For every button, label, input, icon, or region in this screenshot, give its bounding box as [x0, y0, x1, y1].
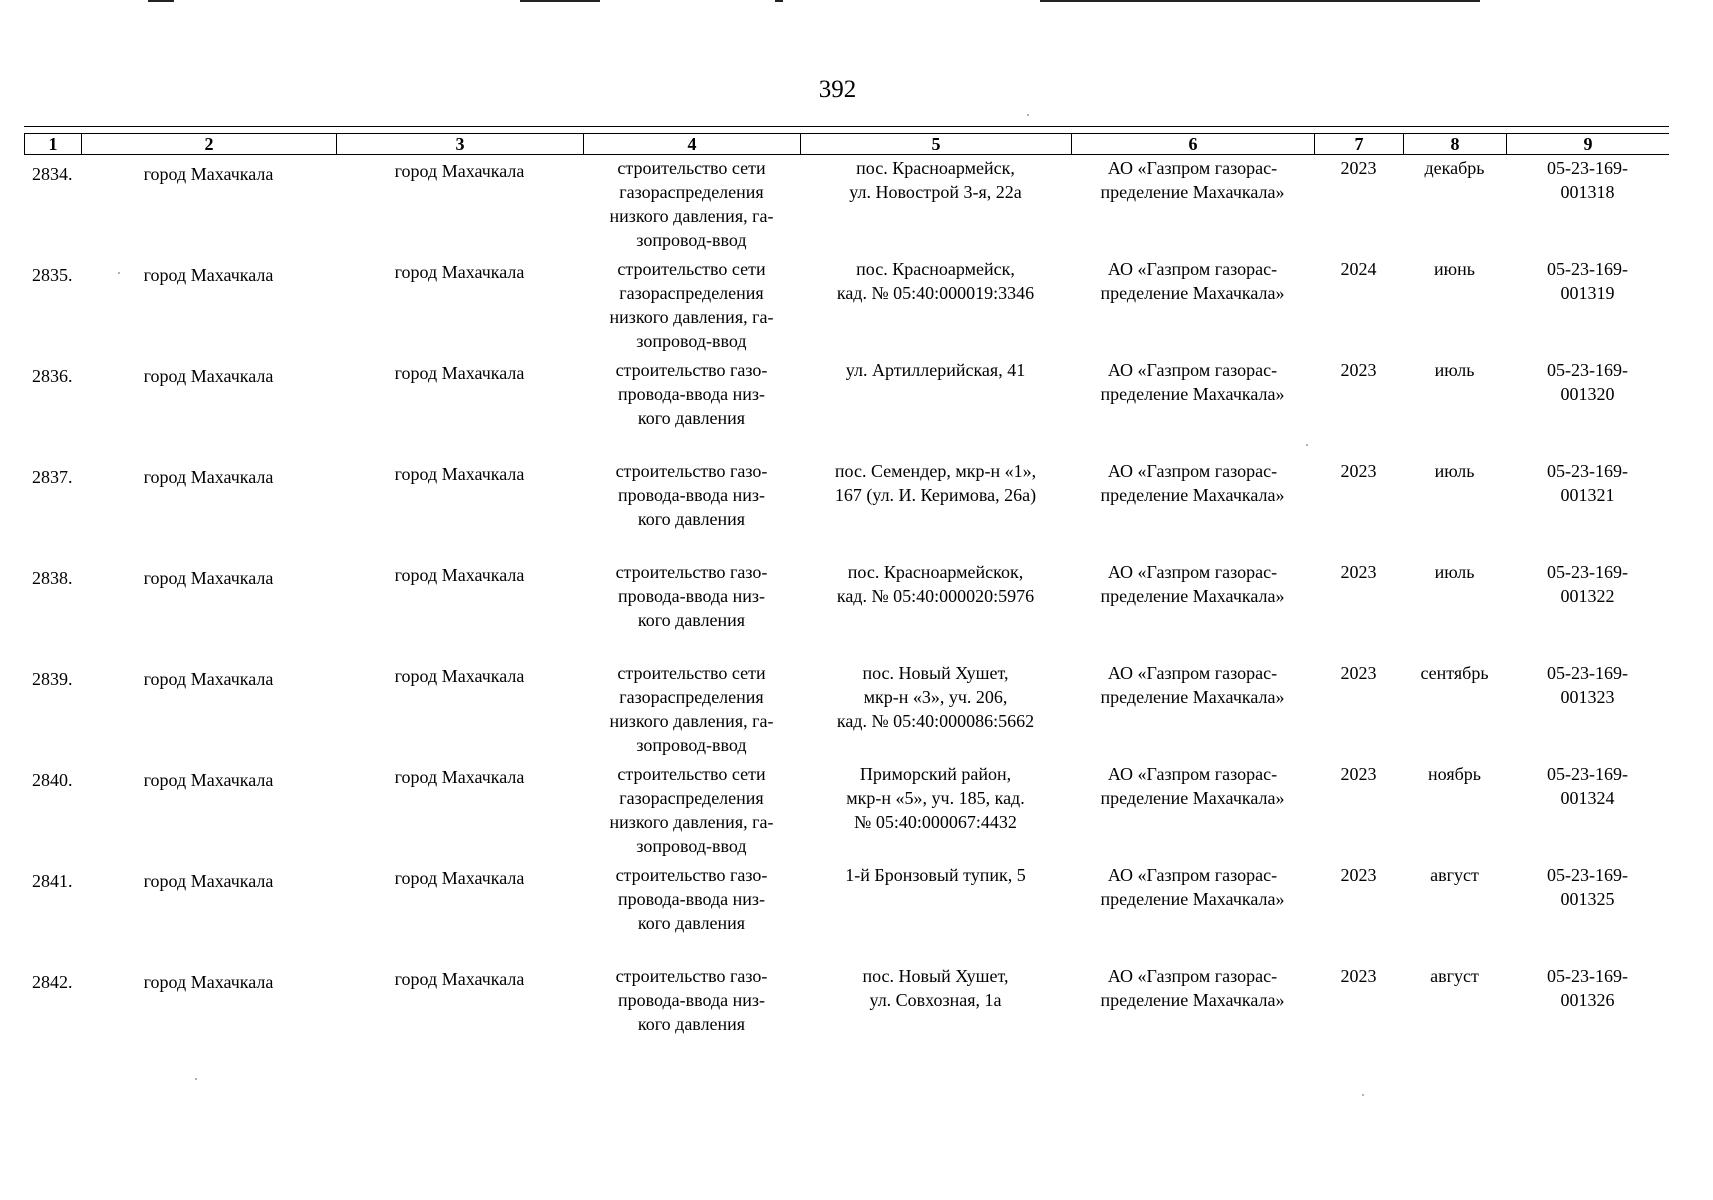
table-body [24, 156, 1669, 1065]
work-type-cell-line: зопровод-ввод [636, 735, 747, 755]
address-cell [800, 459, 1071, 560]
organization-cell-line: пределение Махачкала» [1100, 283, 1285, 303]
table-top-rule [24, 126, 1669, 127]
registry-id-line: 001323 [1560, 687, 1615, 707]
registry-id-line: 001322 [1560, 586, 1615, 606]
work-type-cell-line: строительство газо- [615, 562, 768, 582]
registry-id-line: 05-23-169- [1547, 764, 1628, 784]
organization-cell [1071, 863, 1314, 964]
year-cell: 2024 [1340, 259, 1377, 279]
work-type-cell-line: кого давления [637, 509, 746, 529]
address-cell [800, 358, 1071, 459]
work-type-cell [583, 257, 800, 358]
registry-id-line: 001325 [1560, 889, 1615, 909]
address-cell-line: 167 (ул. И. Керимова, 26а) [834, 485, 1037, 505]
organization-cell [1071, 964, 1314, 1065]
settlement-cell: город Махачкала [394, 767, 525, 787]
month-cell: декабрь [1424, 158, 1485, 178]
registry-id-cell [1506, 964, 1669, 1065]
organization-cell [1071, 358, 1314, 459]
organization-cell-line: пределение Махачкала» [1100, 687, 1285, 707]
year-cell: 2023 [1340, 764, 1377, 784]
row-number: 2841. [32, 871, 73, 891]
row-number: 2835. [32, 265, 73, 285]
table-row [24, 964, 1669, 1065]
header-col-7: 7 [1314, 134, 1403, 154]
work-type-cell-line: провода-ввода низ- [617, 485, 765, 505]
table-row [24, 863, 1669, 964]
address-cell [800, 560, 1071, 661]
address-cell-line: кад. № 05:40:000019:3346 [836, 283, 1035, 303]
registry-id-cell [1506, 863, 1669, 964]
row-number: 2839. [32, 669, 73, 689]
address-cell-line: ул. Новострой 3-я, 22а [849, 182, 1022, 202]
settlement-cell: город Махачкала [394, 262, 525, 282]
month-cell: ноябрь [1428, 764, 1481, 784]
settlement-cell: город Махачкала [394, 464, 525, 484]
settlement-cell: город Махачкала [394, 161, 525, 181]
scan-speck [1362, 1094, 1364, 1096]
registry-id-line: 001326 [1560, 990, 1615, 1010]
organization-cell-line: пределение Махачкала» [1100, 182, 1285, 202]
table-row [24, 762, 1669, 863]
organization-cell-line: пределение Махачкала» [1100, 788, 1285, 808]
registry-id-line: 05-23-169- [1547, 360, 1628, 380]
year-cell: 2023 [1340, 562, 1377, 582]
year-cell: 2023 [1340, 158, 1377, 178]
work-type-cell-line: строительство газо- [615, 865, 768, 885]
work-type-cell-line: строительство сети [617, 663, 766, 683]
registry-id-line: 05-23-169- [1547, 562, 1628, 582]
organization-cell-line: АО «Газпром газорас- [1107, 966, 1278, 986]
work-type-cell [583, 358, 800, 459]
work-type-cell-line: строительство сети [617, 158, 766, 178]
work-type-cell-line: газораспределения [619, 788, 764, 808]
header-col-9: 9 [1506, 134, 1669, 154]
row-number: 2837. [32, 467, 73, 487]
work-type-cell-line: кого давления [637, 408, 746, 428]
organization-cell [1071, 257, 1314, 358]
row-number: 2842. [32, 972, 73, 992]
scan-artifact-line [148, 0, 174, 2]
work-type-cell [583, 459, 800, 560]
address-cell-line: 1-й Бронзовый тупик, 5 [845, 865, 1026, 885]
work-type-cell-line: строительство сети [617, 259, 766, 279]
address-cell [800, 863, 1071, 964]
month-cell: июль [1434, 360, 1475, 380]
municipality-cell: город Махачкала [143, 366, 274, 386]
address-cell-line: кад. № 05:40:000020:5976 [836, 586, 1035, 606]
address-cell-line: мкр-н «3», уч. 206, [863, 687, 1008, 707]
organization-cell [1071, 762, 1314, 863]
header-col-4: 4 [583, 134, 800, 154]
month-cell: июль [1434, 562, 1475, 582]
year-cell: 2023 [1340, 966, 1377, 986]
work-type-cell [583, 156, 800, 257]
work-type-cell-line: кого давления [637, 913, 746, 933]
organization-cell-line: АО «Газпром газорас- [1107, 360, 1278, 380]
address-cell [800, 964, 1071, 1065]
address-cell-line: № 05:40:000067:4432 [854, 812, 1017, 832]
registry-id-cell [1506, 358, 1669, 459]
registry-id-line: 05-23-169- [1547, 663, 1628, 683]
year-cell: 2023 [1340, 663, 1377, 683]
work-type-cell-line: зопровод-ввод [636, 331, 747, 351]
header-col-2: 2 [81, 134, 336, 154]
work-type-cell-line: газораспределения [619, 687, 764, 707]
organization-cell [1071, 459, 1314, 560]
scan-speck [1306, 444, 1308, 446]
address-cell-line: пос. Красноармейск, [856, 158, 1015, 178]
registry-id-cell [1506, 156, 1669, 257]
table-row [24, 560, 1669, 661]
address-cell-line: ул. Совхозная, 1а [869, 990, 1002, 1010]
address-cell [800, 762, 1071, 863]
scan-artifact-line [775, 0, 783, 2]
settlement-cell: город Махачкала [394, 565, 525, 585]
organization-cell [1071, 156, 1314, 257]
month-cell: июнь [1434, 259, 1475, 279]
organization-cell [1071, 661, 1314, 762]
registry-id-cell [1506, 257, 1669, 358]
work-type-cell [583, 964, 800, 1065]
municipality-cell: город Махачкала [143, 467, 274, 487]
address-cell-line: кад. № 05:40:000086:5662 [836, 711, 1035, 731]
work-type-cell-line: низкого давления, га- [609, 812, 774, 832]
year-cell: 2023 [1340, 865, 1377, 885]
registry-id-line: 001319 [1560, 283, 1615, 303]
municipality-cell: город Махачкала [143, 164, 274, 184]
address-cell [800, 661, 1071, 762]
work-type-cell [583, 863, 800, 964]
registry-id-line: 05-23-169- [1547, 966, 1628, 986]
header-col-6: 6 [1071, 134, 1314, 154]
work-type-cell-line: низкого давления, га- [609, 307, 774, 327]
municipality-cell: город Махачкала [143, 669, 274, 689]
organization-cell-line: АО «Газпром газорас- [1107, 259, 1278, 279]
registry-id-line: 001320 [1560, 384, 1615, 404]
scan-speck [195, 1078, 197, 1080]
work-type-cell-line: низкого давления, га- [609, 711, 774, 731]
organization-cell-line: пределение Махачкала» [1100, 990, 1285, 1010]
scan-artifact-line [520, 0, 600, 2]
registry-id-cell [1506, 661, 1669, 762]
header-col-3: 3 [336, 134, 583, 154]
work-type-cell [583, 762, 800, 863]
municipality-cell: город Махачкала [143, 770, 274, 790]
settlement-cell: город Махачкала [394, 969, 525, 989]
month-cell: сентябрь [1420, 663, 1489, 683]
organization-cell-line: пределение Махачкала» [1100, 384, 1285, 404]
address-cell [800, 257, 1071, 358]
address-cell-line: пос. Новый Хушет, [862, 663, 1009, 683]
table-row [24, 459, 1669, 560]
table-row [24, 661, 1669, 762]
table-row [24, 156, 1669, 257]
registry-id-line: 001318 [1560, 182, 1615, 202]
table-row [24, 257, 1669, 358]
header-col-5: 5 [800, 134, 1071, 154]
work-type-cell-line: провода-ввода низ- [617, 990, 765, 1010]
month-cell: август [1430, 966, 1479, 986]
address-cell-line: пос. Красноармейскок, [847, 562, 1024, 582]
work-type-cell-line: строительство сети [617, 764, 766, 784]
row-number: 2838. [32, 568, 73, 588]
row-number: 2840. [32, 770, 73, 790]
settlement-cell: город Махачкала [394, 868, 525, 888]
organization-cell-line: пределение Махачкала» [1100, 485, 1285, 505]
registry-id-line: 05-23-169- [1547, 158, 1628, 178]
municipality-cell: город Махачкала [143, 568, 274, 588]
year-cell: 2023 [1340, 360, 1377, 380]
work-type-cell-line: провода-ввода низ- [617, 889, 765, 909]
work-type-cell [583, 661, 800, 762]
work-type-cell-line: строительство газо- [615, 461, 768, 481]
work-type-cell-line: строительство газо- [615, 966, 768, 986]
organization-cell [1071, 560, 1314, 661]
municipality-cell: город Махачкала [143, 265, 274, 285]
table-row [24, 358, 1669, 459]
year-cell: 2023 [1340, 461, 1377, 481]
organization-cell-line: пределение Махачкала» [1100, 889, 1285, 909]
registry-id-line: 001321 [1560, 485, 1615, 505]
address-cell-line: пос. Новый Хушет, [862, 966, 1009, 986]
settlement-cell: город Махачкала [394, 363, 525, 383]
month-cell: август [1430, 865, 1479, 885]
work-type-cell [583, 560, 800, 661]
municipality-cell: город Махачкала [143, 972, 274, 992]
municipality-cell: город Махачкала [143, 871, 274, 891]
work-type-cell-line: строительство газо- [615, 360, 768, 380]
address-cell-line: ул. Артиллерийская, 41 [845, 360, 1026, 380]
registry-id-cell [1506, 762, 1669, 863]
organization-cell-line: АО «Газпром газорас- [1107, 562, 1278, 582]
work-type-cell-line: зопровод-ввод [636, 836, 747, 856]
organization-cell-line: АО «Газпром газорас- [1107, 764, 1278, 784]
row-number: 2836. [32, 366, 73, 386]
registry-id-line: 05-23-169- [1547, 461, 1628, 481]
scan-speck [118, 272, 120, 274]
work-type-cell-line: зопровод-ввод [636, 230, 747, 250]
registry-id-line: 05-23-169- [1547, 865, 1628, 885]
registry-id-cell [1506, 459, 1669, 560]
registry-id-line: 05-23-169- [1547, 259, 1628, 279]
organization-cell-line: пределение Махачкала» [1100, 586, 1285, 606]
organization-cell-line: АО «Газпром газорас- [1107, 461, 1278, 481]
address-cell-line: мкр-н «5», уч. 185, кад. [846, 788, 1025, 808]
work-type-cell-line: газораспределения [619, 283, 764, 303]
settlement-cell: город Махачкала [394, 666, 525, 686]
header-col-8: 8 [1403, 134, 1506, 154]
organization-cell-line: АО «Газпром газорас- [1107, 663, 1278, 683]
month-cell: июль [1434, 461, 1475, 481]
address-cell [800, 156, 1071, 257]
scan-artifact-line [1040, 0, 1480, 2]
registry-id-line: 001324 [1560, 788, 1615, 808]
organization-cell-line: АО «Газпром газорас- [1107, 158, 1278, 178]
address-cell-line: Приморский район, [859, 764, 1012, 784]
registry-id-cell [1506, 560, 1669, 661]
work-type-cell-line: кого давления [637, 610, 746, 630]
scan-speck [1027, 114, 1029, 116]
table-header [24, 133, 1669, 155]
address-cell-line: пос. Красноармейск, [856, 259, 1015, 279]
work-type-cell-line: газораспределения [619, 182, 764, 202]
organization-cell-line: АО «Газпром газорас- [1107, 865, 1278, 885]
address-cell-line: пос. Семендер, мкр-н «1», [834, 461, 1037, 481]
work-type-cell-line: провода-ввода низ- [617, 384, 765, 404]
page-number: 392 [818, 76, 857, 103]
work-type-cell-line: низкого давления, га- [609, 206, 774, 226]
header-col-1: 1 [24, 134, 81, 154]
work-type-cell-line: провода-ввода низ- [617, 586, 765, 606]
row-number: 2834. [32, 164, 73, 184]
work-type-cell-line: кого давления [637, 1014, 746, 1034]
